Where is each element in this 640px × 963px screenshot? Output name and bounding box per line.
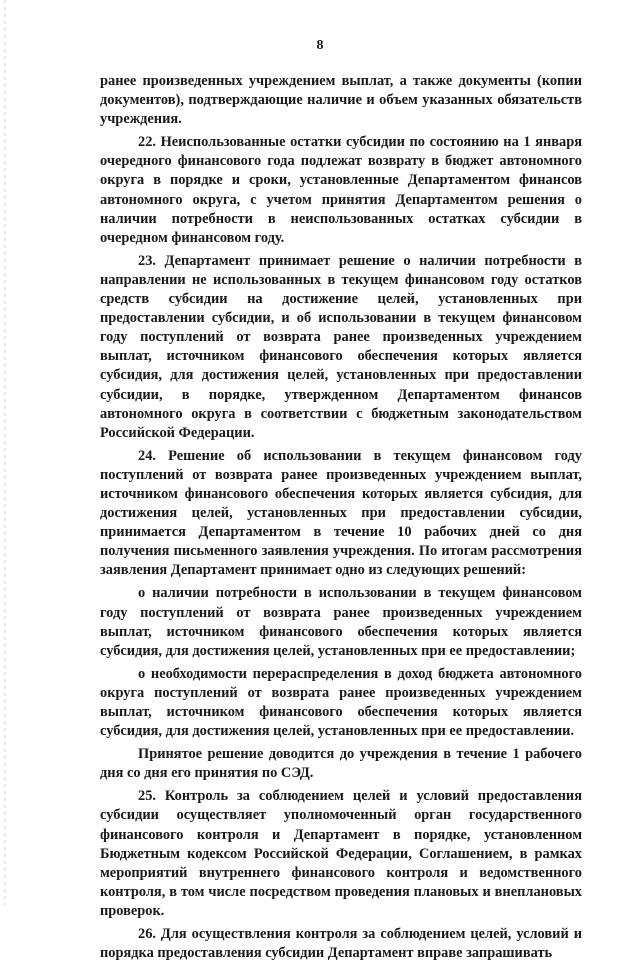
paragraph-23: 23. Департамент принимает решение о наличии потребности в направлении не использованных в текущем финансовом году остатков средств субсидии на достижение целей, установленных при предоставлении субсидии, и об использовании в текущем финансовом году поступлений от возврата ранее произведенных учреждением выплат, источником финансового обеспечения которых является субсидия, для достижения целей, установленных при предоставлении субсидии, в порядке, утвержденном Департаментом финансов автономного округа в соответствии с бюджетным законодательством Российской Федерации. xyxy=(100,252,582,441)
document-body xyxy=(100,72,582,963)
paragraph-24-notice: Принятое решение доводится до учреждения в течение 1 рабочего дня со дня его принятия по СЭД. xyxy=(100,746,582,782)
paragraph-25: 25. Контроль за соблюдением целей и условий предоставления субсидии осуществляет уполномоченный орган государственного финансового контроля и Департамент в порядке, установленном Бюджетным кодексом Российской Федерации, Соглашением, в рамках мероприятий внутреннего финансового контроля и ведомственного контроля, в том числе посредством проведения плановых и внеплановых проверок. xyxy=(100,788,582,919)
paragraph-26: 26. Для осуществления контроля за соблюдением целей, условий и порядка предоставления субсидии Департамент вправе запрашивать xyxy=(100,926,582,962)
paragraph-21-continuation: ранее произведенных учреждением выплат, а также документы (копии документов), подтверждающие наличие и объем указанных обязательств учреждения. xyxy=(100,73,582,128)
page-number: 8 xyxy=(316,38,324,53)
paragraph-24-option-2: о необходимости перераспределения в доход бюджета автономного округа поступлений от возврата ранее произведенных учреждением выплат, источником финансового обеспечения которых является субсидия, для достижения целей, установленных при ее предоставлении. xyxy=(100,665,582,740)
scan-edge-decoration xyxy=(4,0,6,905)
paragraph-22: 22. Неиспользованные остатки субсидии по состоянию на 1 января очередного финансового года подлежат возврату в бюджет автономного округа в порядке и сроки, установленные Департаментом финансов автономного округа, с учетом принятия Департаментом решения о наличии потребности в неиспользованных остатках субсидии в очередном финансовом году. xyxy=(100,134,582,246)
paragraph-24: 24. Решение об использовании в текущем финансовом году поступлений от возврата ранее произведенных учреждением выплат, источником финансового обеспечения которых является субсидия, для достижения целей, установленных при предоставлении субсидии, принимается Департаментом в течение 10 рабочих дней со дня получения письменного заявления учреждения. По итогам рассмотрения заявления Департамент принимает одно из следующих решений: xyxy=(100,447,582,579)
paragraph-24-option-1: о наличии потребности в использовании в текущем финансовом году поступлений от возврата ранее произведенных учреждением выплат, источником финансового обеспечения которых является субсидия, для достижения целей, установленных при ее предоставлении; xyxy=(100,585,582,659)
